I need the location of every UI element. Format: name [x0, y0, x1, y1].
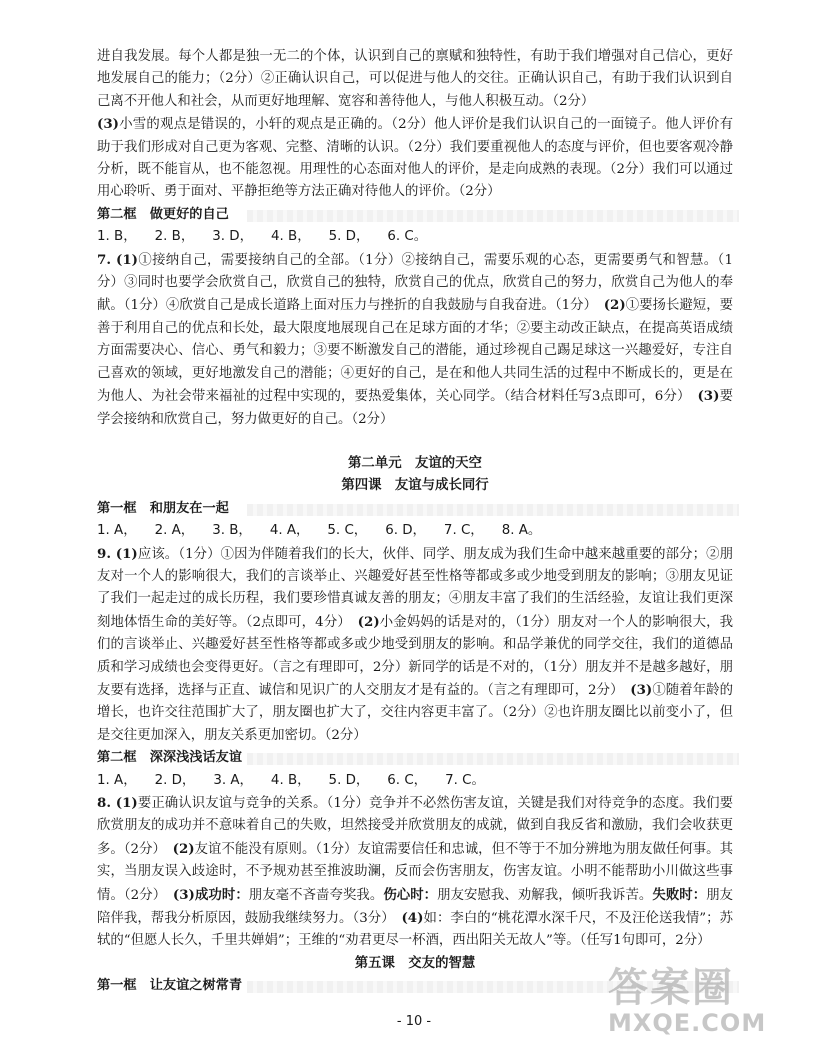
watermark-url: MXQE.COM: [608, 1009, 767, 1037]
unit-title: 第二单元 友谊的天空: [348, 455, 482, 471]
answer-text: 小雪的观点是错误的，小轩的观点是正确的。（2分）他人评价是我们认识自己的一面镜子。他人评价有助于我们形成对自己更为客观、完整、清晰的认识。（2分）我们要重视他人的态度与评价，但也要客观冷静分析，既不能盲从，也不能忽视。用理性的心态面对他人的评价，是走向成熟的表现。（2分）我们可以通过用心聆听、勇于面对、平静拒绝等方法正确对待他人的评价。（2分）: [97, 117, 733, 200]
lesson-title: 第五课 交友的智慧: [354, 955, 476, 971]
answer-text: 友谊不能没有原则。（1分）友谊需要信任和忠诚，但不等于不加分辨地为朋友做任何事。其实，当朋友误入歧途时，不予规劝甚至推波助澜，反而会伤害朋友，伤害友谊。小明不能帮助小川做这些事情。（2分）: [97, 841, 733, 903]
choice-answer: 1. B，: [97, 229, 137, 245]
answer-paragraph: [97, 46, 733, 113]
question-number: (3): [630, 681, 653, 698]
question-number: 7. (1): [97, 251, 138, 268]
choice-answers: [97, 520, 733, 542]
answer-text: 应该。（1分）①因为伴随着我们的长大，伙伴、同学、朋友成为我们生命中越来越重要的部分；②朋友对一个人的影响很大，我们的言谈举止、兴趣爱好甚至性格等都或多或少地受到朋友的影响；③朋友见证了我们一起走过的成长历程，我们要珍惜真诚友善的朋友；④朋友丰富了我们的生活经验，友谊让我们更深刻地体悟生命的美好等。（2点即可，4分）: [97, 546, 733, 630]
answer-text: 朋友陪伴我，帮我分析原因，鼓励我继续努力。（3分）: [97, 887, 734, 927]
answer-text: 朋友安慰我、劝解我，倾听我诉苦。: [437, 887, 653, 903]
answer-paragraph: [97, 249, 733, 431]
answer-paragraph: [97, 543, 733, 748]
keyword: 成功时：: [194, 886, 249, 903]
answer-paragraph: [97, 792, 733, 953]
keyword: 伤心时：: [383, 886, 438, 903]
choice-answer: 2. A，: [154, 523, 195, 539]
section-heading: [97, 204, 733, 226]
answer-text: 小金妈妈的话是对的，（1分）朋友对一个人的影响很大，我们的言谈举止、兴趣爱好甚至性格等都或多或少地受到朋友的影响。和品学兼优的同学交往，我们的道德品质和学习成绩也会变得更好。（言之有理即可，2分）新同学的话是不对的，（1分）朋友并不是越多越好，朋友要有选择，选择与正直、诚信和见识广的人交朋友才是有益的。（言之有理即可，2分）: [97, 614, 733, 698]
heading-band: [247, 753, 739, 765]
section-title: 第二框 深深浅浅话友谊: [97, 750, 243, 766]
question-number: (3): [697, 388, 720, 405]
choice-answer: 6. C。: [387, 229, 428, 245]
question-number: 8. (1): [97, 795, 138, 811]
answer-text: 朋友毫不吝啬夸奖我。: [248, 887, 384, 903]
heading-band: [247, 504, 739, 516]
answer-page: [97, 46, 733, 998]
answer-text: ①随着年龄的增长，也许交往范围扩大了，朋友圈也扩大了，交往内容更丰富了。（2分）②也许朋友圈比以前变小了，但是交往更加深入，朋友关系更加密切。（2分）: [97, 682, 733, 743]
question-number: 9. (1): [97, 545, 138, 562]
question-number: (2): [357, 613, 380, 630]
answer-text: 如：李白的“桃花潭水深千尺，不及汪伦送我情”；苏轼的“但愿人长久，千里共婵娟”；王维的“劝君更尽一杯酒，西出阳关无故人”等。（任写1句即可，2分）: [97, 911, 733, 949]
choice-answer: 3. B，: [212, 523, 252, 539]
section-heading: [97, 498, 733, 520]
heading-band: [247, 210, 739, 222]
section-title: 第一框 和朋友在一起: [97, 500, 229, 516]
answer-paragraph: [97, 113, 733, 204]
question-number: (3): [97, 116, 119, 133]
choice-answer: 6. D，: [385, 523, 426, 539]
choice-answer: 3. D，: [212, 229, 253, 245]
answer-text: 要学会接纳和欣赏自己，努力做更好的自己。（2分）: [97, 389, 734, 427]
answer-text: 进自我发展。每个人都是独一无二的个体，认识到自己的禀赋和独特性，有助于我们增强对自己信心，更好地发展自己的能力；（2分）②正确认识自己，可以促进与他人的交往。正确认识自己，有助于我们认识到自己离不开他人和社会，从而更好地理解、宽容和善待他人，与他人积极互动。（2分）: [97, 49, 733, 109]
choice-answer: 3. A，: [213, 772, 253, 788]
choice-answer: 5. D，: [328, 229, 370, 245]
answer-text: 要正确认识友谊与竞争的关系。（1分）竞争并不必然伤害友谊，关键是我们对待竞争的态度。我们要欣赏朋友的成功并不意味着自己的失败，坦然接受并欣赏朋友的成就，做到自我反省和激励，我们会收获更多。（2分）: [97, 796, 733, 857]
choice-answer: 7. C。: [445, 772, 485, 788]
question-number: (4): [401, 910, 424, 927]
lesson-title: 第四课 友谊与成长同行: [341, 478, 489, 494]
choice-answer: 8. A。: [501, 523, 542, 539]
question-number: (3): [172, 886, 195, 903]
choice-answer: 6. C，: [387, 772, 428, 788]
choice-answer: 2. B，: [154, 229, 195, 245]
page-number: - 10 -: [396, 1014, 432, 1029]
answer-text: ①接纳自己，需要接纳自己的全部。（1分）②接纳自己，需要乐观的心态，更需要勇气和智慧。（1分）③同时也要学会欣赏自己，欣赏自己的独特，欣赏自己的优点，欣赏自己的努力，欣赏自己为他人的奉献。（1分）④欣赏自己是成长道路上面对压力与挫折的自我鼓励与自我奋进。（1分）: [97, 252, 733, 314]
choice-answer: 5. D，: [328, 772, 370, 788]
keyword: 失败时：: [652, 886, 707, 903]
choice-answer: 4. A，: [269, 523, 310, 539]
question-number: (2): [172, 840, 195, 857]
watermark-logo: [608, 956, 818, 1036]
section-title: 第一框 让友谊之树常青: [97, 978, 243, 994]
choice-answer: 5. C，: [327, 523, 368, 539]
answer-text: ①要扬长避短，要善于利用自己的优点和长处，最大限度地展现自己在足球方面的才华；②要主动改正缺点，在提高英语成绩方面需要决心、信心、勇气和毅力；③要不断激发自己的潜能，通过珍视自己踢足球这一兴趣爱好，专注自己喜欢的领域，更好地激发自己的潜能；④更好的自己，是在和他人共同生活的过程中不断成长的，更是在为他人、为社会带来福祉的过程中实现的，要热爱集体，关心同学。（结合材料任写3点即可，6分）: [97, 298, 734, 405]
choice-answers: [97, 770, 733, 792]
choice-answer: 4. B，: [270, 229, 311, 245]
choice-answer: 4. B，: [270, 772, 311, 788]
choice-answer: 2. D，: [154, 772, 196, 788]
choice-answer: 1. A，: [97, 772, 137, 788]
choice-answer: 7. C，: [443, 523, 484, 539]
watermark-text: 答案圈: [608, 965, 734, 1011]
section-title: 第二框 做更好的自己: [97, 206, 229, 222]
choice-answers: [97, 226, 733, 248]
question-number: (2): [603, 297, 626, 314]
choice-answer: 1. A，: [97, 523, 137, 539]
section-heading: [97, 747, 733, 769]
